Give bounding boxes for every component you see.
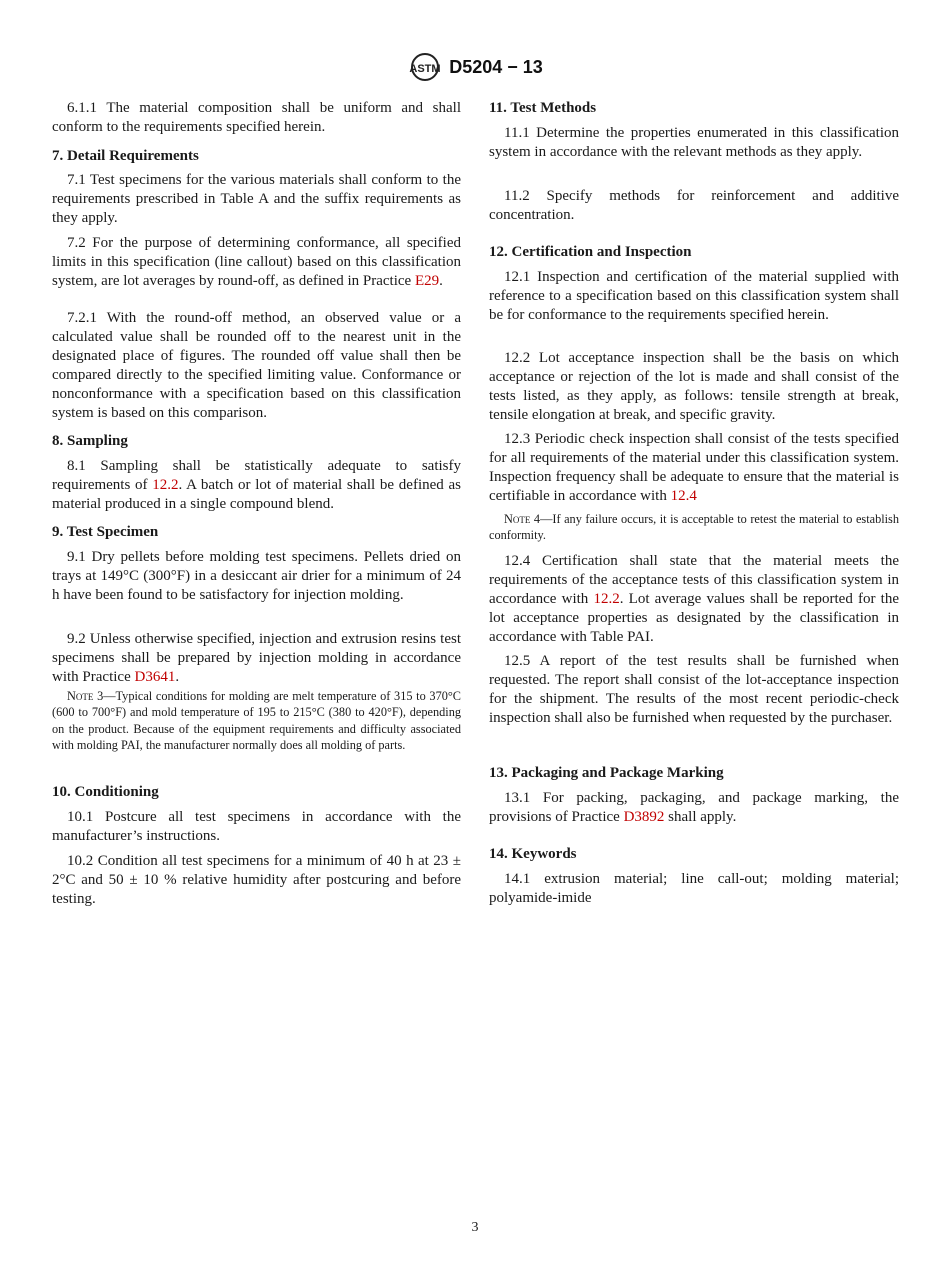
paragraph-6-1-1: 6.1.1 The material composition shall be uniform and shall conform to the requirements specified herein. bbox=[52, 100, 461, 135]
text: 3—Typical conditions for molding are melt temperature of 315 to 370°C (600 to 700°F) and mold temperature of 195 to 215°C (380 to 420°F), depending on the product. Because of the equipment requirements and difficulty associated with molding PAI, the manufacturer normally does all molding of parts. bbox=[52, 689, 461, 752]
svg-text:ASTM: ASTM bbox=[409, 63, 441, 75]
paragraph-12-1: 12.1 Inspection and certification of the material supplied with reference to a specification based on this classification system shall be for conformance to the requirements specified herein. bbox=[489, 269, 899, 323]
page-header bbox=[0, 52, 950, 87]
paragraph-13-1 bbox=[489, 789, 899, 827]
section-11-heading: 11. Test Methods bbox=[489, 100, 597, 116]
text: 7.2 For the purpose of determining conformance, all specified limits in this specification (line callout) based on this classification system, are lot averages by round-off, as defined in Practice bbox=[52, 235, 461, 289]
text: . bbox=[175, 669, 180, 685]
document-id: D5204 − 13 bbox=[449, 56, 543, 77]
section-8-heading: 8. Sampling bbox=[52, 433, 128, 449]
text: . A batch or lot of material shall be defined as material produced in a single compound blend. bbox=[52, 477, 461, 512]
note-4 bbox=[489, 511, 899, 544]
text: 9.2 Unless otherwise specified, injection and extrusion resins test specimens shall be prepared by injection molding in accordance with Practice bbox=[52, 631, 461, 685]
paragraph-7-2-1: 7.2.1 With the round-off method, an observed value or a calculated value shall be rounded off to the nearest unit in the designated place of figures. The rounded off value shall then be compared directly to the specified limiting value. Conformance or nonconformance with a specification based on this classification system is based on this comparison. bbox=[52, 310, 461, 421]
link-d3892[interactable]: D3892 bbox=[623, 809, 665, 825]
link-e29[interactable]: E29 bbox=[414, 273, 440, 289]
section-10-heading: 10. Conditioning bbox=[52, 784, 159, 800]
paragraph-12-5: 12.5 A report of the test results shall be furnished when requested. The report shall consist of the lot-acceptance inspection for the shipment. The results of the most recent periodic-check inspection shall also be furnished when requested by the purchaser. bbox=[489, 653, 899, 726]
note-label: Note bbox=[504, 512, 531, 526]
link-12-2[interactable]: 12.2 bbox=[152, 477, 179, 493]
text: 12.3 Periodic check inspection shall consist of the tests specified for all requirements of the material under this classification system. Inspection frequency shall be adequate to ensure that the material is certifiable in accordance with bbox=[489, 431, 899, 504]
text: 12.4 Certification shall state that the material meets the requirements of the acceptance tests of this classification system in accordance with bbox=[489, 553, 899, 607]
text: 4—If any failure occurs, it is acceptable to retest the material to establish conformity. bbox=[489, 512, 899, 543]
section-7-heading: 7. Detail Requirements bbox=[52, 148, 199, 164]
text: . Lot average values shall be reported for the lot acceptance properties as designated by the classification in accordance with Table PAI. bbox=[489, 591, 899, 645]
page-number: 3 bbox=[471, 1220, 479, 1235]
section-14-heading: 14. Keywords bbox=[489, 846, 577, 862]
paragraph-12-4 bbox=[489, 552, 899, 647]
text: 13.1 For packing, packaging, and package marking, the provisions of Practice bbox=[489, 790, 899, 825]
paragraph-8-1 bbox=[52, 457, 461, 514]
paragraph-11-1: 11.1 Determine the properties enumerated in this classification system in accordance with the relevant methods as they apply. bbox=[489, 125, 899, 160]
paragraph-7-1: 7.1 Test specimens for the various materials shall conform to the requirements prescribed in Table A and the suffix requirements as they apply. bbox=[52, 172, 461, 226]
link-d3641[interactable]: D3641 bbox=[134, 669, 176, 685]
paragraph-11-2: 11.2 Specify methods for reinforcement and additive concentration. bbox=[489, 188, 899, 223]
text: 8.1 Sampling shall be statistically adequate to satisfy requirements of bbox=[52, 458, 461, 493]
link-12-2[interactable]: 12.2 bbox=[593, 591, 620, 607]
section-12-heading: 12. Certification and Inspection bbox=[489, 244, 692, 260]
paragraph-9-2 bbox=[52, 630, 461, 687]
paragraph-12-3 bbox=[489, 430, 899, 506]
note-label: Note bbox=[67, 689, 94, 703]
link-12-4[interactable]: 12.4 bbox=[670, 488, 697, 504]
paragraph-10-2: 10.2 Condition all test specimens for a minimum of 40 h at 23 ± 2°C and 50 ± 10 % relative humidity after postcuring and before testing. bbox=[52, 853, 461, 907]
paragraph-10-1: 10.1 Postcure all test specimens in accordance with the manufacturer’s instructions. bbox=[52, 809, 461, 844]
paragraph-14-1: 14.1 extrusion material; line call-out; molding material; polyamide-imide bbox=[489, 871, 899, 906]
note-3 bbox=[52, 688, 461, 753]
astm-logo-icon bbox=[407, 52, 443, 82]
paragraph-7-2 bbox=[52, 234, 461, 291]
section-9-heading: 9. Test Specimen bbox=[52, 524, 159, 540]
paragraph-9-1: 9.1 Dry pellets before molding test specimens. Pellets dried on trays at 149°C (300°F) in a desiccant air drier for a minimum of 24 h have been found to be satisfactory for injection molding. bbox=[52, 549, 461, 603]
paragraph-12-2: 12.2 Lot acceptance inspection shall be the basis on which acceptance or rejection of the lot is made and shall consist of the tests listed, as they apply, as follows: tensile strength at break, tensile elongation at break, and specific gravity. bbox=[489, 350, 899, 423]
text: . bbox=[439, 273, 443, 289]
text: shall apply. bbox=[664, 809, 737, 825]
section-13-heading: 13. Packaging and Package Marking bbox=[489, 765, 724, 781]
